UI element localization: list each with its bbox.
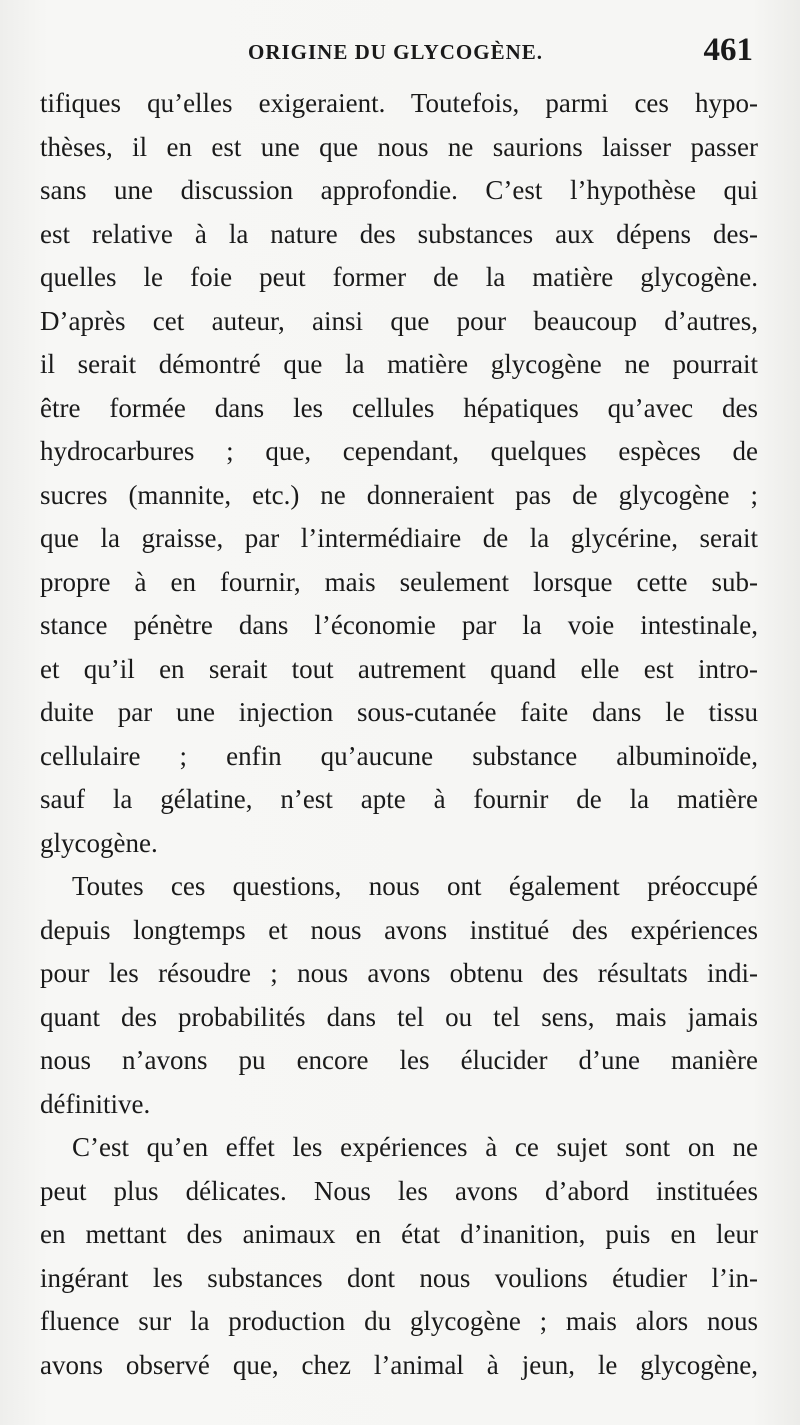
page-number: 461 bbox=[703, 32, 753, 68]
text-line: est relative à la nature des substances aux dépens des- bbox=[40, 218, 758, 249]
text-line: ingérant les substances dont nous voulions étudier l’in- bbox=[40, 1262, 758, 1293]
paragraph-start-line: Toutes ces questions, nous ont également préoccupé bbox=[72, 871, 758, 901]
text-line: sauf la gélatine, n’est apte à fournir de la matière bbox=[40, 784, 758, 814]
text-line: fluence sur la production du glycogène ; mais alors nous bbox=[40, 1306, 758, 1336]
text-line: être formée dans les cellules hépatiques qu’avec des bbox=[40, 392, 758, 423]
paragraph-end-line: glycogène. bbox=[40, 827, 158, 858]
paragraph-end-line: définitive. bbox=[40, 1088, 151, 1119]
text-line: hydrocarbures ; que, cependant, quelques espèces de bbox=[40, 436, 758, 466]
text-line: en mettant des animaux en état d’inanition, puis en leur bbox=[40, 1219, 758, 1249]
text-line: il serait démontré que la matière glycogène ne pourrait bbox=[40, 349, 758, 379]
text-line: thèses, il en est une que nous ne saurions laisser passer bbox=[40, 131, 758, 162]
text-line: depuis longtemps et nous avons institué des expériences bbox=[40, 914, 758, 945]
text-line: stance pénètre dans l’économie par la voie intestinale, bbox=[40, 610, 758, 640]
text-line: avons observé que, chez l’animal à jeun, le glycogène, bbox=[40, 1349, 758, 1380]
text-line: sucres (mannite, etc.) ne donneraient pas de glycogène ; bbox=[40, 479, 758, 510]
running-title: ORIGINE DU GLYCOGÈNE. bbox=[248, 40, 544, 64]
text-line: quant des probabilités dans tel ou tel sens, mais jamais bbox=[40, 1001, 758, 1032]
text-line: pour les résoudre ; nous avons obtenu des résultats indi- bbox=[40, 958, 758, 988]
text-line: nous n’avons pu encore les élucider d’une manière bbox=[40, 1045, 758, 1075]
text-line: tifiques qu’elles exigeraient. Toutefois, parmi ces hypo- bbox=[40, 88, 758, 118]
text-line: sans une discussion approfondie. C’est l’hypothèse qui bbox=[40, 175, 758, 205]
page-header bbox=[40, 32, 755, 76]
paragraph-start-line: C’est qu’en effet les expériences à ce sujet sont on ne bbox=[72, 1132, 758, 1162]
text-line: que la graisse, par l’intermédiaire de la glycérine, serait bbox=[40, 523, 758, 553]
text-line: propre à en fournir, mais seulement lorsque cette sub- bbox=[40, 566, 758, 597]
text-line: duite par une injection sous-cutanée faite dans le tissu bbox=[40, 697, 758, 727]
text-line: cellulaire ; enfin qu’aucune substance albuminoïde, bbox=[40, 740, 758, 771]
text-line: D’après cet auteur, ainsi que pour beaucoup d’autres, bbox=[40, 305, 758, 336]
text-line: quelles le foie peut former de la matière glycogène. bbox=[40, 262, 758, 292]
text-line: peut plus délicates. Nous les avons d’abord instituées bbox=[40, 1175, 758, 1206]
body-text bbox=[40, 82, 758, 1387]
text-line: et qu’il en serait tout autrement quand elle est intro- bbox=[40, 653, 758, 684]
